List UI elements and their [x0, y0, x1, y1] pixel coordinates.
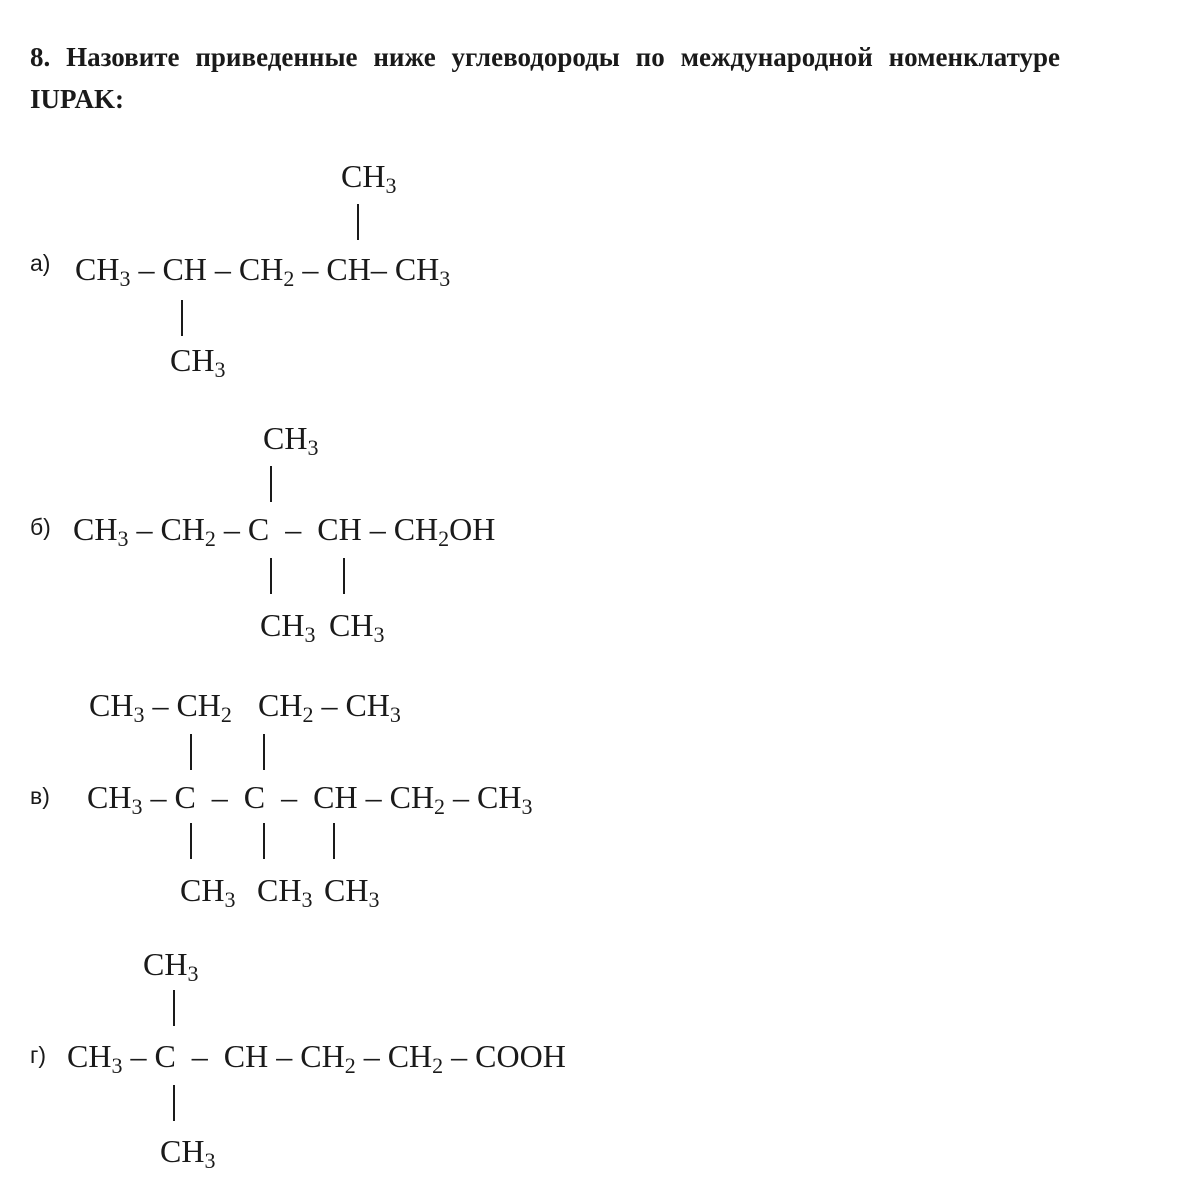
- substituent-b-bottom-1: [260, 607, 316, 647]
- task-heading: 8. Назовите приведенные ниже углеводороды по международной номенклатуре IUPAK:: [30, 42, 1060, 114]
- bond-v-bottom-2: [263, 823, 265, 859]
- chain-subscript: 3: [439, 266, 451, 291]
- label-b: б): [30, 514, 51, 540]
- bond-b-top: [270, 466, 272, 502]
- formula-ch: CH: [341, 158, 386, 194]
- formula-ch: CH: [263, 420, 308, 456]
- substituent-v-bottom-2: [257, 872, 313, 912]
- bond-v-bottom-1: [190, 823, 192, 859]
- substituent-v-top-2: CH2 – CH3: [258, 687, 401, 727]
- bond-v-top-1: [190, 734, 192, 770]
- formula-subscript: 3: [368, 887, 380, 912]
- formula-subscript: 3: [304, 622, 316, 647]
- chain-subscript: 2: [283, 266, 295, 291]
- substituent-v-bottom-1: [180, 872, 236, 912]
- bond-v-bottom-3: [333, 823, 335, 859]
- formula-ch: CH: [170, 342, 215, 378]
- formula-ch: CH: [257, 872, 302, 908]
- main-chain-b: CH3 – CH2 – C – CH – CH2OH: [73, 511, 496, 551]
- formula-ch: CH: [260, 607, 305, 643]
- bond-a-top: [357, 204, 359, 240]
- bond-b-bottom-2: [343, 558, 345, 594]
- substituent-b-top: [263, 420, 319, 460]
- formula-ch: CH: [329, 607, 374, 643]
- substituent-g-bottom: [160, 1133, 216, 1173]
- bond-v-top-2: [263, 734, 265, 770]
- substituent-g-top: [143, 946, 199, 986]
- label-a: а): [30, 250, 51, 276]
- substituent-a-bottom: [170, 342, 226, 382]
- label-v: в): [30, 783, 50, 809]
- bond-g-bottom: [173, 1085, 175, 1121]
- formula-subscript: 3: [301, 887, 313, 912]
- substituent-v-bottom-3: [324, 872, 380, 912]
- bond-g-top: [173, 990, 175, 1026]
- main-chain-v: CH3 – C – C – CH – CH2 – CH3: [87, 779, 533, 819]
- chain-part: – CH – CH: [130, 251, 284, 287]
- formula-subscript: 3: [373, 622, 385, 647]
- formula-subscript: 3: [204, 1148, 216, 1173]
- formula-subscript: 3: [224, 887, 236, 912]
- chain-part: – CH– CH: [294, 251, 440, 287]
- chain-part: CH: [75, 251, 120, 287]
- substituent-a-top: [341, 158, 397, 198]
- main-chain-g: CH3 – C – CH – CH2 – CH2 – COOH: [67, 1038, 566, 1078]
- formula-subscript: 3: [307, 435, 319, 460]
- formula-ch: CH: [160, 1133, 205, 1169]
- main-chain-a: [75, 251, 451, 291]
- substituent-b-bottom-2: [329, 607, 385, 647]
- formula-subscript: 3: [385, 173, 397, 198]
- bond-b-bottom-1: [270, 558, 272, 594]
- label-g: г): [30, 1042, 47, 1068]
- formula-subscript: 3: [214, 357, 226, 382]
- formula-ch: CH: [143, 946, 188, 982]
- formula-ch: CH: [180, 872, 225, 908]
- bond-a-bottom: [181, 300, 183, 336]
- chain-subscript: 3: [119, 266, 131, 291]
- substituent-v-top-1: CH3 – CH2: [89, 687, 232, 727]
- formula-ch: CH: [324, 872, 369, 908]
- formula-subscript: 3: [187, 961, 199, 986]
